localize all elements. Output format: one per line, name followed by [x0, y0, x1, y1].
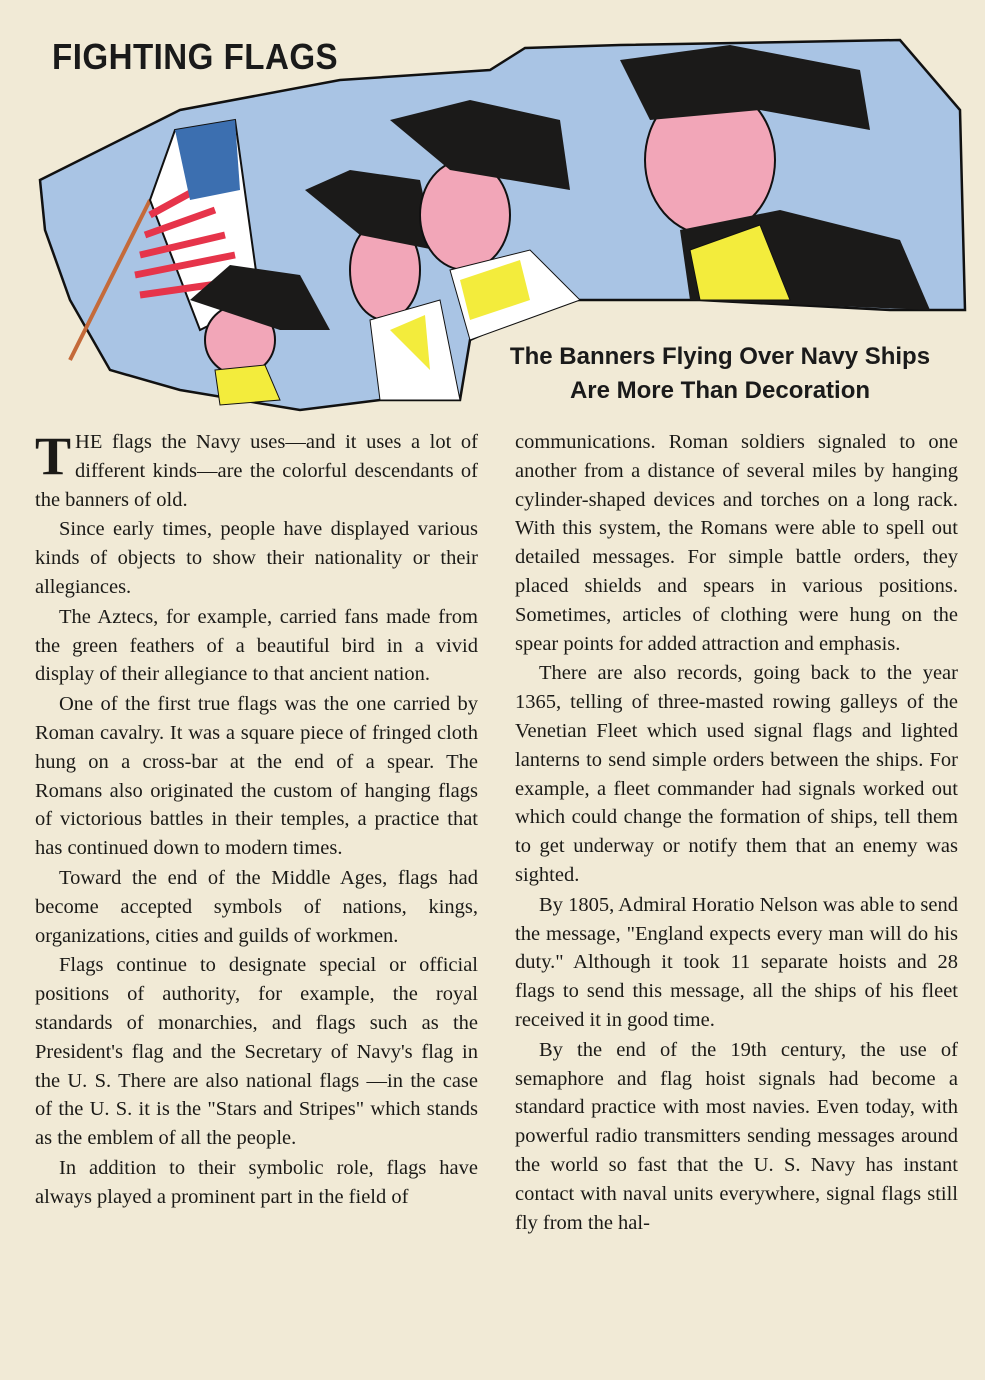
drop-cap: T — [35, 426, 72, 486]
paragraph: By 1805, Admiral Horatio Nelson was able to send the message, "England expects every man will do his duty." Although it took 11 separate hoists and 28 flags to send this message, all the ships of his fleet received it in good time. — [515, 893, 958, 1031]
paragraph: Flags continue to designate special or official positions of authority, for example, the royal standards of monarchies, and flags such as the President's flag and the Secretary of Navy's flag in the U. S. There are also national flags —in the case of the U. S. it is the "Stars and Stripes" which stands as the emblem of all the people. — [35, 954, 478, 1150]
paragraph: Since early times, people have displayed various kinds of objects to show their nationality or their allegiances. — [35, 518, 478, 598]
paragraph: In addition to their symbolic role, flags have always played a prominent part in the field of — [35, 1156, 478, 1208]
subtitle-line-2: Are More Than Decoration — [569, 377, 871, 404]
article-subtitle — [470, 340, 970, 408]
paragraph: The Aztecs, for example, carried fans made from the green feathers of a beautiful bird in a vivid display of their allegiance to that ancient nation. — [35, 605, 478, 686]
paragraph: THE flags the Navy uses—and it uses a lot of different kinds—are the colorful descendants of the banners of old. — [35, 426, 478, 511]
paragraph: Toward the end of the Middle Ages, flags had become accepted symbols of nations, kings, organizations, cities and guilds of workmen. — [35, 866, 478, 947]
right-column — [515, 428, 958, 1238]
paragraph: One of the first true flags was the one carried by Roman cavalry. It was a square piece of fringed cloth hung on a cross-bar at the end of a spear. The Romans also originated the custom of hanging flags of victorious battles in their temples, a practice that has continued down to modern times. — [35, 693, 478, 860]
subtitle-line-1: The Banners Flying Over Navy Ships — [509, 343, 931, 370]
left-column — [35, 428, 478, 1213]
paragraph: By the end of the 19th century, the use of semaphore and flag hoist signals had become a standard practice with most navies. Even today, with powerful radio transmitters sending messages around the world so fast that the U. S. Navy has instant contact with naval units everywhere, signal flags still fly from the hal- — [515, 1038, 958, 1234]
article-title: FIGHTING FLAGS — [52, 36, 339, 77]
paragraph: There are also records, going back to the year 1365, telling of three-masted rowing galleys of the Venetian Fleet which used signal flags and lighted lanterns to send simple orders between the ships. For example, a fleet commander had signals worked out which could change the formation of ships, tell them to get underway or notify them that an enemy was sighted. — [515, 662, 958, 886]
paragraph: communications. Roman soldiers signaled to one another from a distance of several miles by hanging cylinder-shaped devices and torches on a long rack. With this system, the Romans were able to spell out detailed messages. For simple battle orders, they placed shields and spears in various positions. Sometimes, articles of clothing were hung on the spear points for added attraction and emphasis. — [515, 431, 958, 655]
